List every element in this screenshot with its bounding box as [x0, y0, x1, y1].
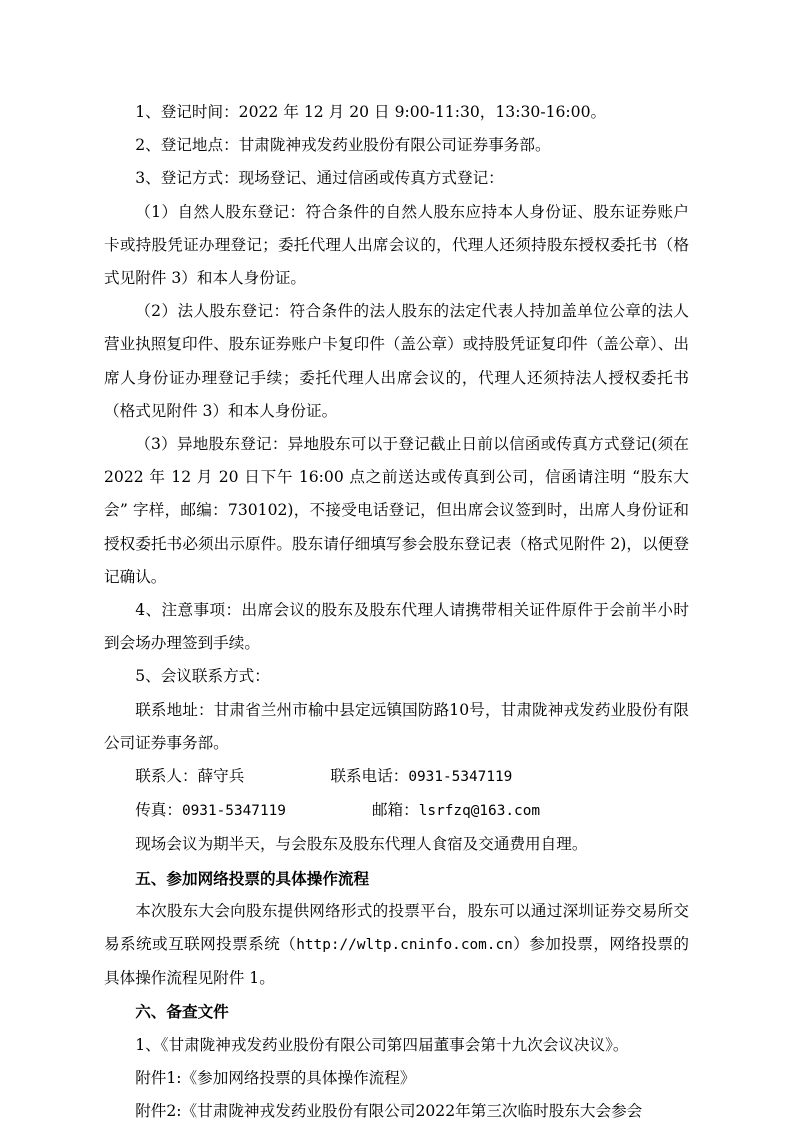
paragraph-registration-place: 2、登记地点：甘肃陇神戎发药业股份有限公司证券事务部。: [135, 136, 551, 155]
section-six-item-3: 附件2:《甘肃陇神戎发药业股份有限公司2022年第三次临时股东大会参会: [135, 1102, 643, 1121]
paragraph-remote-shareholder: （3）异地股东登记：异地股东可以于登记截止日前以信函或传真方式登记(须在 2022 年 12 月 20 日下午 16:00 点之前送达或传真到公司，信函请注明 “股东大会” 字样，邮编：730102)，不接受电话登记，但出席会议签到时，出席人身份证和授权委托书必须出示原件。股东请仔细填写参会股东登记表（格式见附件 2)，以便登记确认。: [104, 435, 689, 586]
section-five-text-after: ）参加投票，网络投票的具体操作流程见附件 1。: [104, 935, 689, 988]
section-six-item-2: 附件1:《参加网络投票的具体操作流程》: [135, 1068, 416, 1087]
paragraph-after-contact: 现场会议为期半天，与会股东及股东代理人食宿及交通费用自理。: [135, 835, 588, 854]
contact-person: 联系人：薛守兵: [135, 767, 245, 786]
paragraph-notice-items: 4、注意事项：出席会议的股东及股东代理人请携带相关证件原件于会前半小时到会场办理签到手续。: [104, 601, 689, 653]
paragraph-registration-method: 3、登记方式：现场登记、通过信函或传真方式登记：: [135, 169, 504, 188]
paragraph-registration-time: 1、登记时间：2022 年 12 月 20 日 9:00-11:30，13:30-16:00。: [135, 103, 607, 121]
section-six-heading: 六、备查文件: [135, 1002, 229, 1022]
contact-phone-value: 0931-5347119: [408, 769, 513, 786]
contact-email-label: 邮箱：: [371, 801, 419, 820]
contact-phone-label: 联系电话：: [330, 767, 409, 786]
contact-person-line: [104, 760, 689, 794]
paragraph-meeting-contact-heading: 5、会议联系方式：: [135, 667, 270, 686]
section-five-text-before: 本次股东大会向股东提供网络形式的投票平台，股东可以通过深圳证券交易所交易系统或互联网投票系统（: [104, 901, 689, 954]
paragraph-natural-person-shareholder: （1）自然人股东登记：符合条件的自然人股东应持本人身份证、股东证券账户卡或持股凭证办理登记；委托代理人出席会议的，代理人还须持股东授权委托书（格式见附件 3）和本人身份证。: [104, 202, 689, 288]
section-five-body: [104, 895, 689, 996]
contact-fax-value: 0931-5347119: [181, 803, 286, 820]
paragraph-contact-address: 联系地址：甘肃省兰州市榆中县定远镇国防路10号，甘肃陇神戎发药业股份有限公司证券事务部。: [104, 700, 689, 752]
section-five-heading: 五、参加网络投票的具体操作流程: [135, 868, 370, 888]
contact-fax-line: [104, 794, 689, 828]
voting-system-url: http://wltp.cninfo.com.cn: [296, 937, 513, 954]
contact-fax-label: 传真：: [135, 801, 182, 820]
document-body: [104, 96, 689, 1128]
section-six-item-1: 1、《甘肃陇神戎发药业股份有限公司第四届董事会第十九次会议决议》。: [135, 1035, 629, 1054]
contact-email-value: lsrfzq@163.com: [418, 803, 541, 820]
paragraph-legal-person-shareholder: （2）法人股东登记：符合条件的法人股东的法定代表人持加盖单位公章的法人营业执照复印件、股东证券账户卡复印件（盖公章）或持股凭证复印件（盖公章）、出席人身份证办理登记手续；委托代理人出席会议的，代理人还须持法人授权委托书（格式见附件 3）和本人身份证。: [104, 302, 689, 420]
